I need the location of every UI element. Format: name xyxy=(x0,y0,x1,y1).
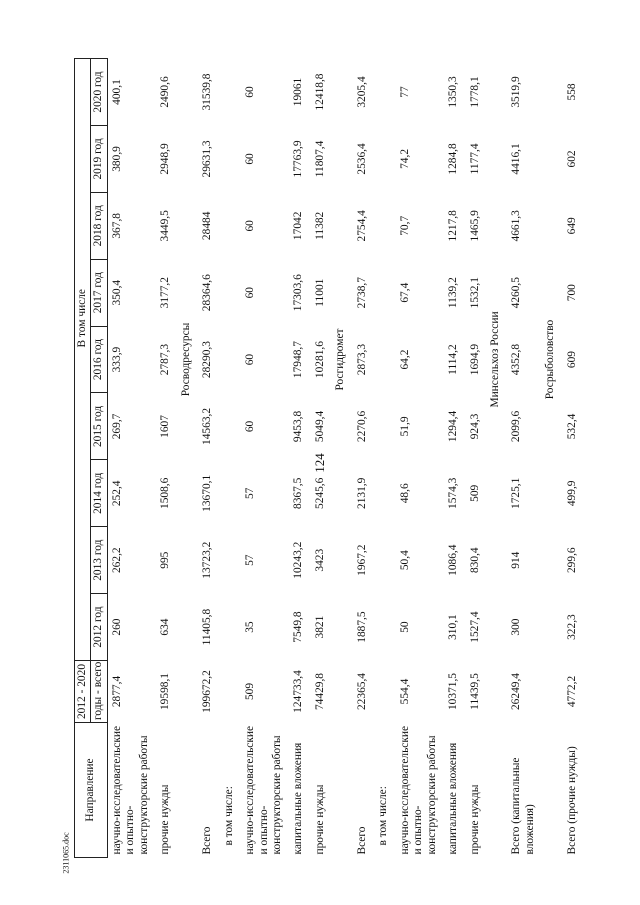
row-label: Всего xyxy=(201,826,214,855)
table-row xyxy=(311,59,332,858)
table-row xyxy=(220,59,241,858)
row-total: 509 xyxy=(244,682,257,701)
cell-value: 5049,4 xyxy=(313,410,326,443)
cell-value: 532,4 xyxy=(565,413,578,440)
cell-value: 509 xyxy=(468,484,481,502)
cell-value: 28484 xyxy=(201,211,214,241)
row-total: 11439,5 xyxy=(468,673,481,710)
cell-value: 57 xyxy=(244,487,257,500)
row-label: Всего (прочие нужды) xyxy=(565,746,578,855)
cell-value: 299,6 xyxy=(565,547,578,574)
header-including: В том числе xyxy=(75,59,91,661)
cell-value: 322,3 xyxy=(565,614,578,640)
cell-value: 1294,4 xyxy=(447,410,460,443)
row-label: научно-исследовательские и опытно-конструкторские работы xyxy=(110,725,150,855)
row-label: в том числе: xyxy=(222,786,235,846)
row-total: 4772,2 xyxy=(565,675,578,708)
cell-value: 4352,8 xyxy=(510,343,523,376)
section-title: Минсельхоз России xyxy=(488,311,501,408)
table-row xyxy=(444,59,465,858)
header-year: 2016 год xyxy=(91,326,107,393)
cell-value: 300 xyxy=(510,618,523,636)
cell-value: 1694,9 xyxy=(468,343,481,376)
cell-value: 609 xyxy=(565,351,578,369)
cell-value: 60 xyxy=(244,86,257,98)
cell-value: 2754,4 xyxy=(355,210,368,242)
row-total: 2877,4 xyxy=(110,675,123,708)
cell-value: 914 xyxy=(510,551,523,569)
cell-value: 558 xyxy=(565,83,578,101)
row-total: 554,4 xyxy=(398,678,411,705)
cell-value: 995 xyxy=(159,551,172,569)
cell-value: 1284,8 xyxy=(447,143,460,175)
row-total: 19598,1 xyxy=(159,672,172,711)
cell-value: 649 xyxy=(565,217,578,235)
footer-filename: 2311065.doc xyxy=(61,832,71,874)
cell-value: 17303,6 xyxy=(292,274,305,312)
cell-value: 28364,6 xyxy=(201,274,214,312)
cell-value: 35 xyxy=(244,621,257,633)
table-row xyxy=(241,59,289,858)
row-label: прочие нужды xyxy=(313,784,326,855)
cell-value: 1967,2 xyxy=(355,544,368,576)
cell-value: 8367,5 xyxy=(292,477,305,509)
header-year: 2014 год xyxy=(91,460,107,527)
cell-value: 67,4 xyxy=(398,282,411,303)
header-year: 2015 год xyxy=(91,393,107,460)
cell-value: 3423 xyxy=(313,548,326,572)
cell-value: 700 xyxy=(565,284,578,302)
cell-value: 2131,9 xyxy=(355,477,368,509)
cell-value: 1527,4 xyxy=(468,611,481,643)
cell-value: 3177,2 xyxy=(159,277,172,309)
cell-value: 50,4 xyxy=(398,550,411,571)
cell-value: 1350,3 xyxy=(447,76,460,108)
cell-value: 1607 xyxy=(159,415,172,438)
table-row xyxy=(396,59,444,858)
cell-value: 60 xyxy=(244,153,257,165)
cell-value: 2787,3 xyxy=(159,343,172,376)
row-total: 74429,8 xyxy=(313,672,326,711)
cell-value: 12418,8 xyxy=(313,73,326,111)
cell-value: 1725,1 xyxy=(510,477,523,509)
cell-value: 77 xyxy=(398,86,411,98)
header-year: 2018 год xyxy=(91,192,107,259)
row-label: научно-исследовательские и опытно-конструкторские работы xyxy=(398,725,438,855)
row-label: в том числе: xyxy=(377,786,390,846)
table-row xyxy=(504,59,542,858)
cell-value: 11001 xyxy=(313,278,326,307)
cell-value: 499,9 xyxy=(565,480,578,507)
section-header xyxy=(487,59,504,858)
cell-value: 60 xyxy=(244,353,257,366)
cell-value: 48,6 xyxy=(398,483,411,504)
cell-value: 60 xyxy=(244,220,257,232)
cell-value: 5245,6 xyxy=(313,477,326,509)
table-row xyxy=(466,59,487,858)
page-number: 124 xyxy=(312,453,327,473)
cell-value: 74,2 xyxy=(398,148,411,169)
cell-value: 10243,2 xyxy=(292,541,305,579)
cell-value: 29631,3 xyxy=(201,140,214,178)
cell-value: 1114,2 xyxy=(447,344,460,375)
cell-value: 3519,9 xyxy=(510,76,523,108)
cell-value: 924,3 xyxy=(468,413,481,440)
header-year: 2012 год xyxy=(91,594,107,661)
cell-value: 350,4 xyxy=(110,279,123,306)
section-header xyxy=(332,59,349,858)
cell-value: 17763,9 xyxy=(292,140,305,178)
cell-value: 60 xyxy=(244,420,257,433)
table-row xyxy=(374,59,395,858)
table-row xyxy=(289,59,310,858)
cell-value: 310,1 xyxy=(447,614,460,640)
cell-value: 2270,6 xyxy=(355,410,368,443)
cell-value: 2099,6 xyxy=(510,410,523,443)
cell-value: 1217,8 xyxy=(447,210,460,242)
cell-value: 1532,1 xyxy=(468,277,481,309)
cell-value: 2948,9 xyxy=(159,143,172,175)
cell-value: 1574,3 xyxy=(447,477,460,509)
cell-value: 4416,1 xyxy=(510,143,523,175)
header-direction: Направление xyxy=(75,723,108,858)
cell-value: 3205,4 xyxy=(355,76,368,108)
cell-value: 1177,4 xyxy=(468,143,481,175)
header-total-line2: годы - всего xyxy=(91,661,107,723)
cell-value: 634 xyxy=(159,618,172,636)
table-row xyxy=(560,59,584,858)
cell-value: 31539,8 xyxy=(201,73,214,111)
cell-value: 400,1 xyxy=(110,79,123,105)
row-label: капитальные вложения xyxy=(447,742,460,855)
row-total: 26249,4 xyxy=(510,672,523,711)
cell-value: 9453,8 xyxy=(292,410,305,443)
section-header xyxy=(542,59,559,858)
table-row xyxy=(350,59,374,858)
cell-value: 1465,9 xyxy=(468,210,481,242)
cell-value: 28290,3 xyxy=(201,341,214,379)
cell-value: 3449,5 xyxy=(159,210,172,242)
table-row xyxy=(195,59,219,858)
header-year: 2019 год xyxy=(91,126,107,193)
row-label: научно-исследовательские и опытно-конструкторские работы xyxy=(244,725,283,855)
cell-value: 13723,2 xyxy=(201,541,214,579)
cell-value: 19061 xyxy=(292,77,305,107)
cell-value: 2536,4 xyxy=(355,143,368,175)
cell-value: 830,4 xyxy=(468,547,481,574)
table-row xyxy=(156,59,177,858)
cell-value: 2873,3 xyxy=(355,343,368,376)
section-title: Росгидромет xyxy=(334,328,347,391)
cell-value: 11405,8 xyxy=(201,608,214,646)
header-year: 2020 год xyxy=(91,59,107,126)
header-year: 2013 год xyxy=(91,527,107,594)
header-total-line1: 2012 - 2020 xyxy=(75,661,91,723)
cell-value: 1139,2 xyxy=(447,277,460,309)
cell-value: 262,2 xyxy=(110,547,123,574)
cell-value: 50 xyxy=(398,621,411,633)
row-total: 199672,2 xyxy=(201,670,214,713)
cell-value: 7549,8 xyxy=(292,611,305,643)
cell-value: 2738,7 xyxy=(355,277,368,309)
cell-value: 4661,3 xyxy=(510,210,523,242)
cell-value: 70,7 xyxy=(398,215,411,236)
cell-value: 602 xyxy=(565,150,578,168)
cell-value: 10281,6 xyxy=(313,341,326,379)
cell-value: 333,9 xyxy=(110,346,123,373)
row-label: прочие нужды xyxy=(159,784,172,855)
row-label: Всего (капитальные вложения) xyxy=(510,757,536,855)
cell-value: 3821 xyxy=(313,615,326,639)
table-row xyxy=(107,59,156,858)
cell-value: 17042 xyxy=(292,211,305,241)
cell-value: 64,2 xyxy=(398,349,411,370)
budget-table xyxy=(74,58,584,858)
cell-value: 60 xyxy=(244,287,257,299)
cell-value: 2490,6 xyxy=(159,76,172,108)
cell-value: 269,7 xyxy=(110,413,123,440)
row-total: 22365,4 xyxy=(355,672,368,711)
cell-value: 1086,4 xyxy=(447,544,460,576)
cell-value: 1887,5 xyxy=(355,611,368,643)
cell-value: 380,9 xyxy=(110,146,123,172)
header-year: 2017 год xyxy=(91,259,107,326)
row-label: капитальные вложения xyxy=(292,742,305,855)
cell-value: 1778,1 xyxy=(468,76,481,108)
cell-value: 17948,7 xyxy=(292,341,305,379)
cell-value: 11382 xyxy=(313,211,326,240)
row-label: прочие нужды xyxy=(468,784,481,855)
cell-value: 367,8 xyxy=(110,213,123,239)
cell-value: 252,4 xyxy=(110,480,123,507)
row-total: 10371,5 xyxy=(447,672,460,711)
cell-value: 13670,1 xyxy=(201,474,214,512)
section-title: Росводресурсы xyxy=(179,322,192,397)
row-label: Всего xyxy=(355,826,368,855)
row-total: 124733,4 xyxy=(292,670,305,713)
rotated-table-container xyxy=(74,58,594,858)
section-title: Росрыболовство xyxy=(544,319,557,400)
section-header xyxy=(178,59,195,858)
cell-value: 14563,2 xyxy=(201,407,214,445)
cell-value: 51,9 xyxy=(398,416,411,437)
cell-value: 4260,5 xyxy=(510,277,523,309)
cell-value: 1508,6 xyxy=(159,477,172,509)
cell-value: 260 xyxy=(110,618,123,636)
cell-value: 57 xyxy=(244,554,257,566)
cell-value: 11807,4 xyxy=(313,140,326,178)
